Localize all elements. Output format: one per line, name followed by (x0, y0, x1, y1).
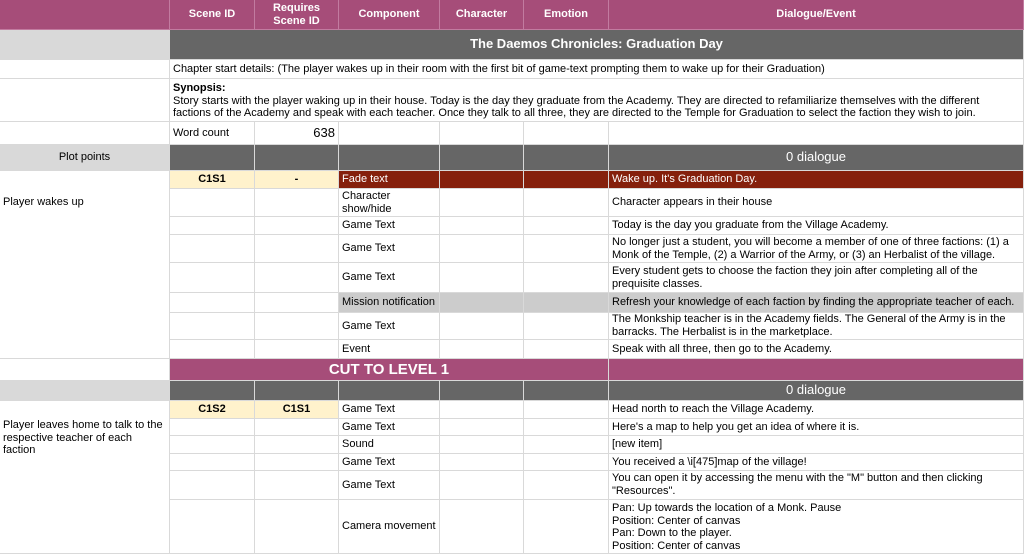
scene-id-cell[interactable]: C1S2 (170, 401, 255, 419)
table-row (0, 436, 1024, 454)
dialogue-cell[interactable]: No longer just a student, you will become a member of one of three factions: (1) a Monk of the Temple, (2) a Warrior of the Army, or (3) an Herbalist of the village. (609, 235, 1024, 263)
header-row (0, 0, 1024, 30)
component-cell[interactable]: Event (339, 340, 440, 359)
dialogue-cell[interactable] (609, 500, 1024, 554)
component-cell[interactable]: Game Text (339, 235, 440, 263)
dialogue-cell[interactable]: Speak with all three, then go to the Academy. (609, 340, 1024, 359)
component-cell[interactable]: Fade text (339, 171, 440, 189)
requires-cell[interactable] (255, 471, 339, 500)
chapter-start-details[interactable]: Chapter start details: (The player wakes up in their room with the first bit of game-text prompting them to wake up for their Graduation) (170, 60, 1024, 79)
dialogue-line: Pan: Down to the player. (612, 527, 732, 540)
cut-right[interactable] (609, 359, 1024, 381)
character-cell[interactable] (440, 293, 524, 313)
scene-id-cell[interactable] (170, 189, 255, 217)
word-count-label[interactable]: Word count (170, 122, 255, 145)
dialogue-bar-2 (0, 381, 1024, 401)
emotion-cell[interactable] (524, 235, 609, 263)
header-scene-id[interactable]: Scene ID (170, 0, 255, 30)
component-cell[interactable]: Game Text (339, 419, 440, 436)
component-cell[interactable]: Sound (339, 436, 440, 454)
cut-to-level-row (0, 359, 1024, 381)
plot-row-cell-3[interactable] (339, 145, 440, 171)
emotion-cell[interactable] (524, 340, 609, 359)
component-cell[interactable]: Game Text (339, 454, 440, 471)
bar2-left[interactable] (0, 381, 170, 401)
scene-id-cell[interactable] (170, 436, 255, 454)
dialogue-cell[interactable]: Here's a map to help you get an idea of where it is. (609, 419, 1024, 436)
scene-id-cell[interactable] (170, 340, 255, 359)
character-cell[interactable] (440, 235, 524, 263)
chapter-start-row (0, 60, 1024, 79)
requires-cell[interactable] (255, 454, 339, 471)
character-cell[interactable] (440, 436, 524, 454)
scene-id-cell[interactable] (170, 454, 255, 471)
component-cell[interactable]: Game Text (339, 313, 440, 340)
scene-id-cell[interactable] (170, 263, 255, 293)
header-requires-scene-id[interactable]: Requires Scene ID (255, 0, 339, 30)
dialogue-cell[interactable]: Every student gets to choose the faction they join after completing all of the prequisite classes. (609, 263, 1024, 293)
dialogue-cell[interactable]: [new item] (609, 436, 1024, 454)
requires-cell[interactable] (255, 235, 339, 263)
table-row (0, 401, 1024, 419)
requires-cell[interactable]: - (255, 171, 339, 189)
word-count-row (0, 122, 1024, 145)
requires-cell[interactable] (255, 340, 339, 359)
synopsis-cell[interactable] (170, 79, 1024, 122)
dialogue-line: Pan: Up towards the location of a Monk. Pause (612, 502, 842, 514)
character-cell[interactable] (440, 500, 524, 554)
character-cell[interactable] (440, 471, 524, 500)
component-cell[interactable]: Camera movement (339, 500, 440, 554)
plot-points-row (0, 145, 1024, 171)
character-cell[interactable] (440, 454, 524, 471)
bar2-cell-5[interactable] (524, 381, 609, 401)
synopsis-label: Synopsis: (173, 82, 226, 94)
emotion-cell[interactable] (524, 293, 609, 313)
requires-cell[interactable] (255, 217, 339, 235)
word-count-value[interactable]: 638 (255, 122, 339, 145)
requires-cell[interactable] (255, 436, 339, 454)
requires-cell[interactable] (255, 189, 339, 217)
requires-cell[interactable] (255, 313, 339, 340)
scene-id-cell[interactable] (170, 500, 255, 554)
scene-id-cell[interactable]: C1S1 (170, 171, 255, 189)
requires-cell[interactable] (255, 263, 339, 293)
requires-cell[interactable] (255, 419, 339, 436)
plot-point-2-text: Player leaves home to talk to the respective teacher of each faction (3, 419, 163, 457)
character-cell[interactable] (440, 171, 524, 189)
plot-row-cell-4[interactable] (440, 145, 524, 171)
scene-id-cell[interactable] (170, 419, 255, 436)
emotion-cell[interactable] (524, 171, 609, 189)
character-cell[interactable] (440, 217, 524, 235)
header-blank[interactable] (0, 0, 170, 30)
emotion-cell[interactable] (524, 217, 609, 235)
dialogue-cell[interactable]: The Monkship teacher is in the Academy fields. The General of the Army is in the barracks. The Herbalist is in the marketplace. (609, 313, 1024, 340)
component-cell[interactable]: Game Text (339, 471, 440, 500)
dialogue-line: Position: Center of canvas (612, 539, 741, 552)
table-row (0, 471, 1024, 500)
dialogue-count-1[interactable]: 0 dialogue (609, 145, 1024, 171)
emotion-cell[interactable] (524, 436, 609, 454)
header-emotion[interactable]: Emotion (524, 0, 609, 30)
word-count-empty-2[interactable] (440, 122, 524, 145)
header-character[interactable]: Character (440, 0, 524, 30)
plot-point-1[interactable]: Player wakes up (0, 171, 170, 359)
table-row (0, 235, 1024, 263)
emotion-cell[interactable] (524, 401, 609, 419)
character-cell[interactable] (440, 340, 524, 359)
dialogue-cell[interactable]: You can open it by accessing the menu with the "M" button and then clicking "Resources". (609, 471, 1024, 500)
bar2-cell-4[interactable] (440, 381, 524, 401)
requires-cell[interactable] (255, 293, 339, 313)
dialogue-cell[interactable]: You received a \i[475]map of the village! (609, 454, 1024, 471)
table-row (0, 454, 1024, 471)
component-cell[interactable]: Game Text (339, 263, 440, 293)
plot-row-cell-1[interactable] (170, 145, 255, 171)
component-cell[interactable]: Game Text (339, 401, 440, 419)
emotion-cell[interactable] (524, 419, 609, 436)
dialogue-cell[interactable]: Today is the day you graduate from the Village Academy. (609, 217, 1024, 235)
emotion-cell[interactable] (524, 454, 609, 471)
scene-id-cell[interactable] (170, 293, 255, 313)
bar2-cell-3[interactable] (339, 381, 440, 401)
emotion-cell[interactable] (524, 263, 609, 293)
bar2-cell-1[interactable] (170, 381, 255, 401)
emotion-cell[interactable] (524, 500, 609, 554)
table-row (0, 189, 1024, 217)
plot-points-label[interactable]: Plot points (0, 145, 170, 171)
table-row (0, 263, 1024, 293)
character-cell[interactable] (440, 401, 524, 419)
cut-to-level[interactable]: CUT TO LEVEL 1 (170, 359, 609, 381)
character-cell[interactable] (440, 263, 524, 293)
emotion-cell[interactable] (524, 189, 609, 217)
cut-left[interactable] (0, 359, 170, 381)
header-component[interactable]: Component (339, 0, 440, 30)
scene-id-cell[interactable] (170, 235, 255, 263)
table-row (0, 340, 1024, 359)
character-cell[interactable] (440, 313, 524, 340)
dialogue-line: Position: Center of canvas (612, 514, 741, 527)
dialogue-cell[interactable]: Character appears in their house (609, 189, 1024, 217)
dialogue-count-2[interactable]: 0 dialogue (609, 381, 1024, 401)
title-left-cell[interactable] (0, 30, 170, 60)
table-row (0, 313, 1024, 340)
plot-row-cell-2[interactable] (255, 145, 339, 171)
bar2-cell-2[interactable] (255, 381, 339, 401)
dialogue-cell[interactable]: Refresh your knowledge of each faction by finding the appropriate teacher of each. (609, 293, 1024, 313)
header-dialogue-event[interactable]: Dialogue/Event (609, 0, 1024, 30)
synopsis-row (0, 79, 1024, 122)
table-row (0, 171, 1024, 189)
synopsis-left[interactable] (0, 79, 170, 122)
table-row (0, 419, 1024, 436)
emotion-cell[interactable] (524, 471, 609, 500)
scene-id-cell[interactable] (170, 313, 255, 340)
word-count-empty-4[interactable] (609, 122, 1024, 145)
scene-id-cell[interactable] (170, 471, 255, 500)
emotion-cell[interactable] (524, 313, 609, 340)
requires-cell[interactable] (255, 500, 339, 554)
word-count-left[interactable] (0, 122, 170, 145)
component-cell[interactable]: Game Text (339, 217, 440, 235)
requires-cell[interactable]: C1S1 (255, 401, 339, 419)
component-cell[interactable]: Mission notification (339, 293, 440, 313)
character-cell[interactable] (440, 419, 524, 436)
title-row (0, 30, 1024, 60)
table-row (0, 500, 1024, 554)
dialogue-cell[interactable]: Head north to reach the Village Academy. (609, 401, 1024, 419)
word-count-empty-1[interactable] (339, 122, 440, 145)
word-count-empty-3[interactable] (524, 122, 609, 145)
component-cell[interactable]: Character show/hide (339, 189, 440, 217)
table-row (0, 217, 1024, 235)
synopsis-text: Story starts with the player waking up in their house. Today is the day they graduate from the Academy. They are directed to refamiliarize themselves with the different factions of the Academy and speak with each teacher. Once they talk to all three, they are directed to the Temple for Graduation to select the faction they wish to join. (173, 94, 980, 120)
chapter-start-left[interactable] (0, 60, 170, 79)
document-title[interactable]: The Daemos Chronicles: Graduation Day (170, 30, 1024, 60)
character-cell[interactable] (440, 189, 524, 217)
scene-id-cell[interactable] (170, 217, 255, 235)
plot-row-cell-5[interactable] (524, 145, 609, 171)
table-row (0, 293, 1024, 313)
dialogue-cell[interactable]: Wake up. It's Graduation Day. (609, 171, 1024, 189)
